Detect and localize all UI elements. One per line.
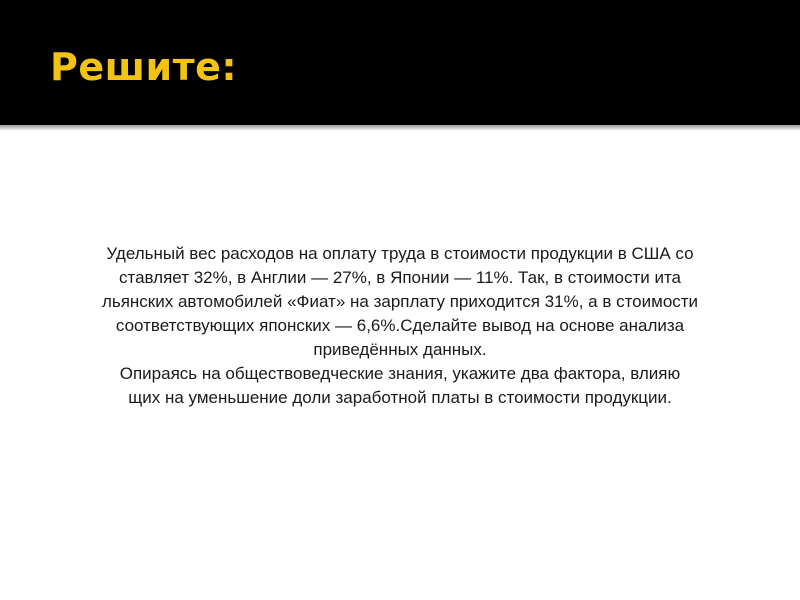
slide-title: Решите: <box>50 45 238 89</box>
body-line: Удельный вес расходов на оплату труда в стоимости продукции в США со <box>106 244 694 263</box>
body-line: щих на уменьшение доли заработной платы в стоимости продукции. <box>128 388 672 407</box>
title-band <box>0 0 800 125</box>
body-line: приведённых данных. <box>313 340 487 359</box>
body-line: Опираясь на обществоведческие знания, укажите два фактора, влияю <box>119 364 681 383</box>
body-line: льянских автомобилей «Фиат» на зарплату приходится 31%, а в стоимости <box>101 292 699 311</box>
body-line: ставляет 32%, в Англии — 27%, в Японии — 11%. Так, в стоимости ита <box>118 268 681 287</box>
title-divider <box>0 125 800 131</box>
slide-body-text <box>40 242 760 410</box>
body-line: соответствующих японских — 6,6%.Сделайте вывод на основе анализа <box>115 316 685 335</box>
